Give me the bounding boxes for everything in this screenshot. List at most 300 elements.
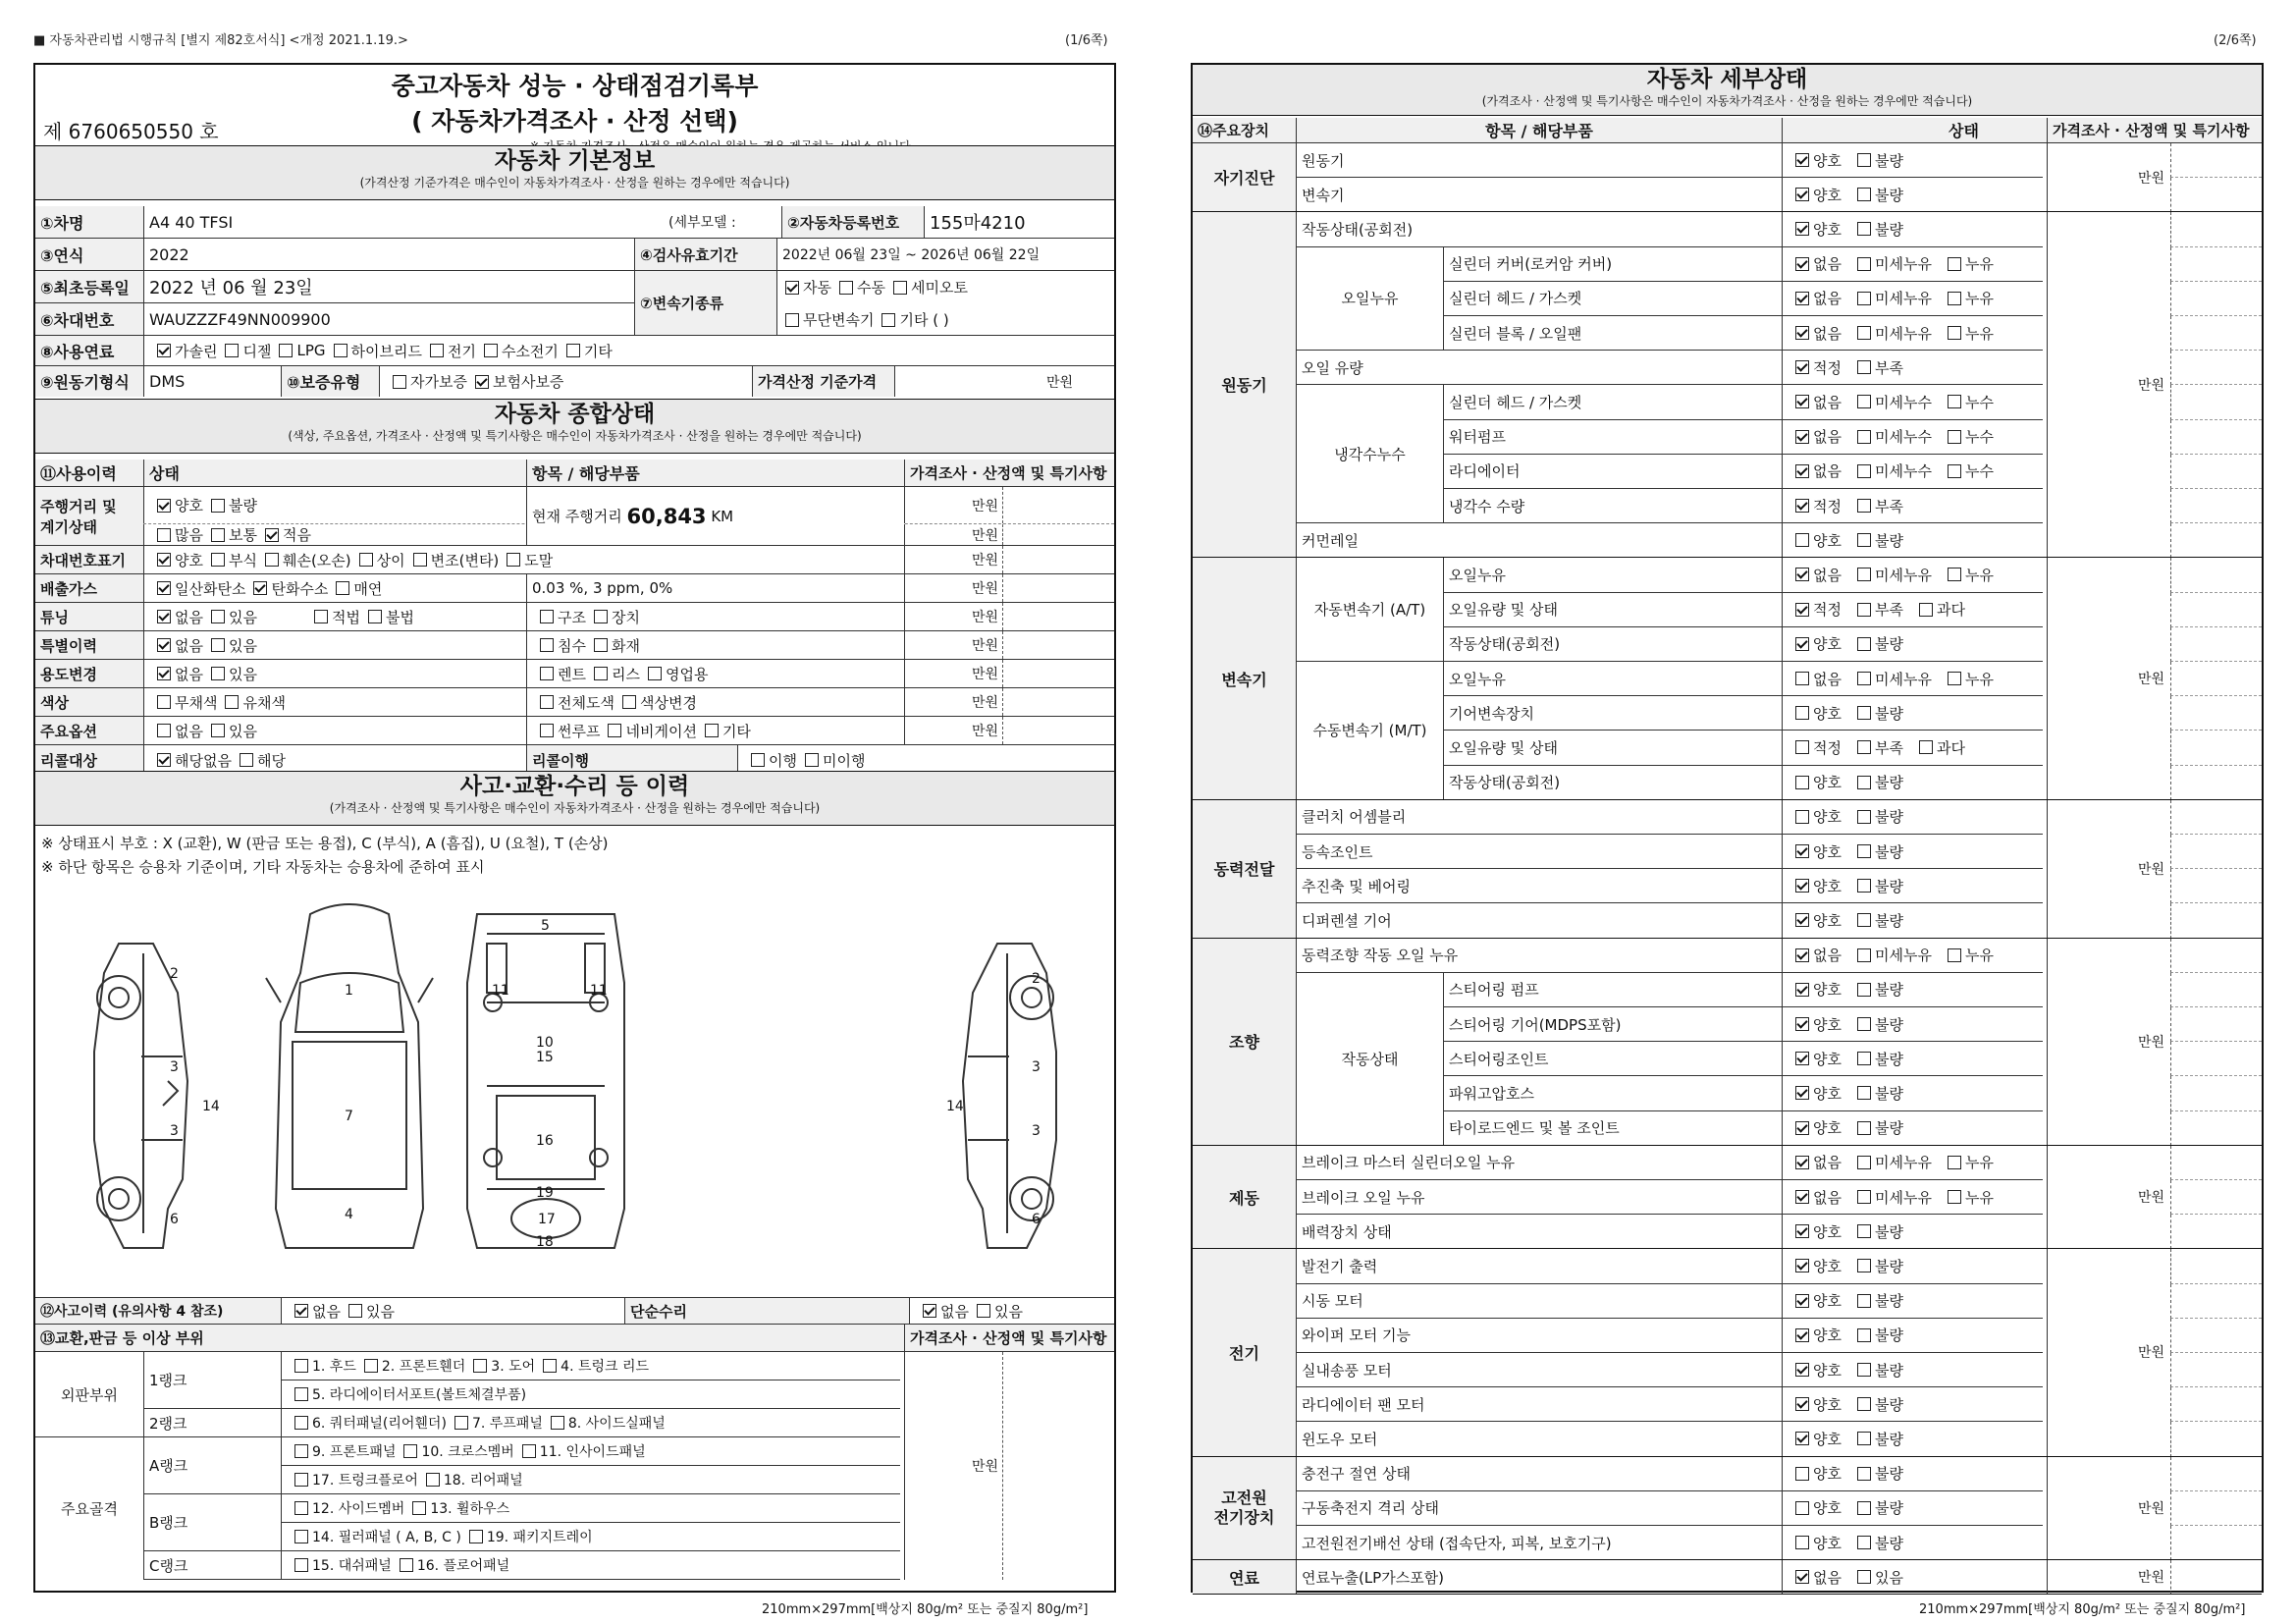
section-note: (색상, 주요옵션, 가격조사 · 산정액 및 특기사항은 매수인이 자동차가격조사 · 산정을 원하는 경우에만 적습니다) <box>288 429 862 443</box>
part-checkbox[interactable] <box>403 1444 417 1458</box>
remarks-cell[interactable] <box>1002 524 1114 545</box>
mileage-normal-checkbox[interactable] <box>211 528 225 542</box>
part-checkbox[interactable] <box>400 1558 413 1572</box>
detail-row <box>1443 973 2043 1007</box>
part-checkbox[interactable] <box>294 1416 308 1430</box>
status-checkbox[interactable] <box>1795 637 1809 651</box>
price-cell[interactable] <box>2047 1146 2170 1250</box>
status-checkbox[interactable] <box>1857 188 1871 201</box>
remarks-cell[interactable] <box>2170 1387 2262 1422</box>
fire-checkbox[interactable] <box>594 638 608 652</box>
remarks-cell[interactable] <box>2170 178 2262 212</box>
remarks-cell[interactable] <box>2170 1146 2262 1180</box>
status-checkbox[interactable] <box>1795 153 1809 167</box>
part-checkbox[interactable] <box>364 1359 378 1373</box>
color-change-checkbox[interactable] <box>622 695 636 709</box>
status-checkbox[interactable] <box>1857 360 1871 374</box>
status-checkbox[interactable] <box>1857 810 1871 824</box>
status-checkbox[interactable] <box>1857 740 1871 754</box>
item-label: 라디에이터 <box>1443 455 1782 488</box>
remarks-cell[interactable] <box>2170 800 2262 835</box>
mileage-good-checkbox[interactable] <box>157 499 171 513</box>
status-checkbox[interactable] <box>1919 603 1933 617</box>
part-checkbox[interactable] <box>469 1530 483 1543</box>
status-checkbox[interactable] <box>1857 1501 1871 1515</box>
status-checkbox[interactable] <box>1795 499 1809 513</box>
status-checkbox[interactable] <box>1948 395 1961 408</box>
device-checkbox[interactable] <box>594 610 608 623</box>
price-cell[interactable] <box>2047 800 2170 939</box>
status-checkbox[interactable] <box>1795 706 1809 720</box>
status-checkbox[interactable] <box>1795 983 1809 997</box>
status-checkbox[interactable] <box>1857 637 1871 651</box>
status-checkbox[interactable] <box>1857 1328 1871 1342</box>
repair-yes-checkbox[interactable] <box>977 1304 990 1318</box>
option-none-checkbox[interactable] <box>157 724 171 737</box>
remarks-cell[interactable] <box>2170 1111 2262 1146</box>
remarks-cell[interactable] <box>2170 696 2262 731</box>
unit-label: 만원 <box>2137 861 2164 878</box>
mileage-many-checkbox[interactable] <box>157 528 171 542</box>
status-checkbox[interactable] <box>1948 257 1961 271</box>
remarks-cell[interactable] <box>2170 1491 2262 1526</box>
remarks-cell[interactable] <box>1002 631 1114 659</box>
fuel-option-checkbox[interactable] <box>279 344 293 357</box>
status-checkbox[interactable] <box>1857 706 1871 720</box>
status-checkbox[interactable] <box>1948 326 1961 340</box>
remarks-cell[interactable] <box>1002 546 1114 573</box>
status-options <box>143 631 526 659</box>
part-checkbox[interactable] <box>551 1416 564 1430</box>
navi-checkbox[interactable] <box>608 724 621 737</box>
remarks-cell[interactable] <box>2170 1457 2262 1491</box>
status-checkbox[interactable] <box>1948 292 1961 305</box>
status-checkbox[interactable] <box>1795 672 1809 685</box>
fuel-option-checkbox[interactable] <box>334 344 347 357</box>
item-label: 워터펌프 <box>1443 420 1782 454</box>
part-number: 4 <box>345 1207 353 1222</box>
status-checkbox[interactable] <box>1857 430 1871 444</box>
status-checkbox[interactable] <box>1948 672 1961 685</box>
status-checkbox[interactable] <box>1857 1294 1871 1308</box>
form-reference: ■ 자동차관리법 시행규칙 [별지 제82호서식] <개정 2021.1.19.> <box>33 33 408 48</box>
status-checkbox[interactable] <box>1795 1224 1809 1238</box>
option-label: 보통 <box>228 526 257 544</box>
status-checkbox[interactable] <box>1948 464 1961 478</box>
price-cell[interactable] <box>2047 1560 2170 1595</box>
status-checkbox[interactable] <box>1795 740 1809 754</box>
status-checkbox[interactable] <box>1795 1259 1809 1272</box>
item-label: 실린더 헤드 / 가스켓 <box>1443 385 1782 418</box>
status-checkbox[interactable] <box>1795 292 1809 305</box>
status-checkbox[interactable] <box>1857 1224 1871 1238</box>
section-label-line: 전기장치 <box>1213 1507 1275 1527</box>
general-row <box>35 717 1114 745</box>
remarks-cell[interactable] <box>2170 1007 2262 1042</box>
option-etc-checkbox[interactable] <box>705 724 719 737</box>
status-checkbox[interactable] <box>1857 1052 1871 1065</box>
rent-checkbox[interactable] <box>540 667 554 680</box>
status-checkbox[interactable] <box>1857 326 1871 340</box>
remarks-cell[interactable] <box>2170 1215 2262 1249</box>
price-cell[interactable] <box>904 717 1002 744</box>
fuel-option-checkbox[interactable] <box>157 344 171 357</box>
status-options <box>1782 1042 2043 1075</box>
part-checkbox[interactable] <box>454 1416 468 1430</box>
status-checkbox[interactable] <box>1857 776 1871 789</box>
status-checkbox[interactable] <box>1795 1328 1809 1342</box>
part-checkbox[interactable] <box>426 1473 440 1487</box>
price-cell[interactable] <box>2047 1457 2170 1561</box>
part-checkbox[interactable] <box>294 1444 308 1458</box>
remarks-cell[interactable] <box>2170 1560 2262 1595</box>
status-checkbox[interactable] <box>1795 1501 1809 1515</box>
tuning-legal-checkbox[interactable] <box>314 610 328 623</box>
status-checkbox[interactable] <box>1857 913 1871 927</box>
price-cell[interactable] <box>2047 212 2170 558</box>
vin-mark-checkbox[interactable] <box>265 553 279 567</box>
status-checkbox[interactable] <box>1857 1156 1871 1169</box>
remarks-cell[interactable] <box>2170 1353 2262 1387</box>
status-checkbox[interactable] <box>1795 1570 1809 1584</box>
remarks-cell[interactable] <box>2170 523 2262 558</box>
status-options <box>1782 1146 2043 1179</box>
price-cell[interactable] <box>904 1352 1002 1580</box>
option-yes-checkbox[interactable] <box>211 724 225 737</box>
price-cell[interactable] <box>904 603 1002 630</box>
remarks-cell[interactable] <box>2170 939 2262 973</box>
status-checkbox[interactable] <box>1795 1121 1809 1135</box>
remarks-cell[interactable] <box>2170 212 2262 246</box>
item-label: 오일유량 및 상태 <box>1443 731 1782 764</box>
remarks-cell[interactable] <box>2170 869 2262 903</box>
option-label: 불량 <box>1874 1326 1903 1345</box>
remarks-cell[interactable] <box>2170 662 2262 696</box>
status-checkbox[interactable] <box>1857 1121 1871 1135</box>
price-cell[interactable] <box>904 487 1002 523</box>
price-cell[interactable] <box>904 688 1002 716</box>
status-checkbox[interactable] <box>1857 844 1871 858</box>
remarks-cell[interactable] <box>2170 973 2262 1007</box>
hc-checkbox[interactable] <box>253 581 267 595</box>
status-checkbox[interactable] <box>1857 1397 1871 1411</box>
status-checkbox[interactable] <box>1857 222 1871 236</box>
remarks-cell[interactable] <box>2170 1526 2262 1560</box>
status-checkbox[interactable] <box>1857 1363 1871 1377</box>
status-checkbox[interactable] <box>1857 568 1871 581</box>
status-checkbox[interactable] <box>1948 568 1961 581</box>
remarks-cell[interactable] <box>2170 558 2262 592</box>
insurer-warranty-checkbox[interactable] <box>475 375 489 389</box>
option-label: 양호 <box>1813 1326 1842 1345</box>
price-cell[interactable] <box>2047 1249 2170 1456</box>
transmission-auto-checkbox[interactable] <box>785 281 799 295</box>
device-group <box>1193 1249 1296 1456</box>
section-label: 변속기 <box>1221 670 1267 689</box>
base-price-value[interactable] <box>894 366 1041 397</box>
part-checkbox[interactable] <box>522 1444 536 1458</box>
part-number: 15 <box>536 1050 554 1065</box>
status-checkbox[interactable] <box>1857 1536 1871 1549</box>
part-checkbox[interactable] <box>473 1359 487 1373</box>
device-group <box>1193 143 1296 212</box>
remarks-cell[interactable] <box>2170 1249 2262 1283</box>
achromatic-checkbox[interactable] <box>157 695 171 709</box>
item-label: 구동축전지 격리 상태 <box>1296 1491 1782 1525</box>
remarks-cell[interactable] <box>2170 1076 2262 1110</box>
subgroup-label: 냉각수누수 <box>1296 385 1443 523</box>
remarks-cell[interactable] <box>2170 835 2262 869</box>
unit-label: 만원 <box>971 695 998 711</box>
vin-mark-checkbox[interactable] <box>359 553 373 567</box>
recall-notdone-checkbox[interactable] <box>805 753 819 767</box>
mileage-bad-checkbox[interactable] <box>211 499 225 513</box>
status-checkbox[interactable] <box>1795 948 1809 962</box>
part-options <box>281 1437 900 1465</box>
status-checkbox[interactable] <box>1857 948 1871 962</box>
label: 가격산정 기준가격 <box>752 366 894 397</box>
status-options <box>1782 1249 2043 1282</box>
tuning-none-checkbox[interactable] <box>157 610 171 623</box>
status-checkbox[interactable] <box>1795 257 1809 271</box>
accident-none-checkbox[interactable] <box>294 1304 308 1318</box>
status-checkbox[interactable] <box>1795 464 1809 478</box>
co-checkbox[interactable] <box>157 581 171 595</box>
option-label: 부족 <box>1874 738 1903 757</box>
fuel-option-checkbox[interactable] <box>566 344 580 357</box>
usage-none-checkbox[interactable] <box>157 667 171 680</box>
remarks-cell[interactable] <box>1002 487 1114 523</box>
status-checkbox[interactable] <box>1857 1086 1871 1100</box>
flood-checkbox[interactable] <box>540 638 554 652</box>
remarks-cell[interactable] <box>2170 1180 2262 1215</box>
status-checkbox[interactable] <box>1948 1156 1961 1169</box>
status-checkbox[interactable] <box>1795 222 1809 236</box>
status-checkbox[interactable] <box>1795 326 1809 340</box>
status-checkbox[interactable] <box>1857 153 1871 167</box>
mileage-readout <box>526 487 904 546</box>
smoke-checkbox[interactable] <box>336 581 349 595</box>
status-checkbox[interactable] <box>1795 879 1809 893</box>
item-label: 냉각수 수량 <box>1443 489 1782 522</box>
status-checkbox[interactable] <box>1795 395 1809 408</box>
remarks-cell[interactable] <box>2170 385 2262 419</box>
status-checkbox[interactable] <box>1948 430 1961 444</box>
fuel-option-checkbox[interactable] <box>484 344 498 357</box>
status-checkbox[interactable] <box>1857 1190 1871 1204</box>
option-label: 양호 <box>1813 1222 1842 1241</box>
remarks-cell[interactable] <box>2170 1422 2262 1456</box>
option-label: 매연 <box>353 579 383 598</box>
price-cell[interactable] <box>904 524 1002 545</box>
special-none-checkbox[interactable] <box>157 638 171 652</box>
status-options <box>1782 973 2043 1006</box>
recall-applicable-checkbox[interactable] <box>240 753 253 767</box>
status-checkbox[interactable] <box>1795 1432 1809 1445</box>
status-checkbox[interactable] <box>1857 1432 1871 1445</box>
status-checkbox[interactable] <box>1857 464 1871 478</box>
status-checkbox[interactable] <box>1948 948 1961 962</box>
status-checkbox[interactable] <box>1795 1017 1809 1031</box>
remarks-cell[interactable] <box>2170 1319 2262 1353</box>
transmission-other-checkbox[interactable] <box>881 313 895 327</box>
repair-none-checkbox[interactable] <box>923 1304 936 1318</box>
remarks-cell[interactable] <box>2170 247 2262 282</box>
option-label: 탄화수소 <box>271 579 329 598</box>
tuning-yes-checkbox[interactable] <box>211 610 225 623</box>
remarks-cell[interactable] <box>2170 316 2262 351</box>
unit-label: KM <box>711 507 734 525</box>
vin-mark-checkbox[interactable] <box>211 553 225 567</box>
part-checkbox[interactable] <box>294 1530 308 1543</box>
part-checkbox[interactable] <box>294 1558 308 1572</box>
remarks-cell[interactable] <box>2170 455 2262 489</box>
remarks-cell[interactable] <box>1002 688 1114 716</box>
status-checkbox[interactable] <box>1795 188 1809 201</box>
transmission-manual-checkbox[interactable] <box>839 281 853 295</box>
status-checkbox[interactable] <box>1857 499 1871 513</box>
business-checkbox[interactable] <box>648 667 662 680</box>
status-checkbox[interactable] <box>1795 913 1809 927</box>
status-checkbox[interactable] <box>1795 1086 1809 1100</box>
part-checkbox[interactable] <box>412 1501 426 1515</box>
label: ④검사유효기간 <box>634 239 776 270</box>
price-cell[interactable] <box>904 574 1002 602</box>
remarks-cell[interactable] <box>2170 903 2262 938</box>
special-yes-checkbox[interactable] <box>211 638 225 652</box>
status-checkbox[interactable] <box>1795 568 1809 581</box>
remarks-cell[interactable] <box>1002 717 1114 744</box>
item-label: 작동상태(공회전) <box>1296 212 1782 245</box>
price-cell[interactable] <box>904 631 1002 659</box>
status-checkbox[interactable] <box>1857 1259 1871 1272</box>
part-checkbox[interactable] <box>543 1359 557 1373</box>
remarks-cell[interactable] <box>2170 420 2262 455</box>
general-row <box>35 603 1114 631</box>
rank-label: C랭크 <box>143 1551 281 1580</box>
remarks-cell[interactable] <box>2170 1042 2262 1076</box>
remarks-cell[interactable] <box>2170 1284 2262 1319</box>
remarks-cell[interactable] <box>1002 574 1114 602</box>
self-warranty-checkbox[interactable] <box>393 375 406 389</box>
accident-yes-checkbox[interactable] <box>348 1304 362 1318</box>
remarks-cell[interactable] <box>2170 143 2262 178</box>
recall-na-checkbox[interactable] <box>157 753 171 767</box>
device-group <box>1193 558 1296 799</box>
status-checkbox[interactable] <box>1857 1017 1871 1031</box>
remarks-cell[interactable] <box>2170 766 2262 800</box>
lease-checkbox[interactable] <box>594 667 608 680</box>
remarks-cell[interactable] <box>2170 489 2262 523</box>
sunroof-checkbox[interactable] <box>540 724 554 737</box>
tuning-illegal-checkbox[interactable] <box>368 610 382 623</box>
remarks-cell[interactable] <box>2170 731 2262 765</box>
status-checkbox[interactable] <box>1795 430 1809 444</box>
status-checkbox[interactable] <box>1795 776 1809 789</box>
price-cell[interactable] <box>904 546 1002 573</box>
price-cell[interactable] <box>2047 939 2170 1146</box>
remarks-cell[interactable] <box>2170 351 2262 385</box>
status-checkbox[interactable] <box>1795 603 1809 617</box>
status-checkbox[interactable] <box>1795 1294 1809 1308</box>
status-options <box>1782 489 2043 522</box>
item-options <box>526 574 904 602</box>
structure-checkbox[interactable] <box>540 610 554 623</box>
status-checkbox[interactable] <box>1919 740 1933 754</box>
status-checkbox[interactable] <box>1795 360 1809 374</box>
status-checkbox[interactable] <box>1857 533 1871 547</box>
vin-mark-checkbox[interactable] <box>157 553 171 567</box>
remarks-cell[interactable] <box>1002 660 1114 687</box>
status-checkbox[interactable] <box>1795 533 1809 547</box>
status-checkbox[interactable] <box>1795 1397 1809 1411</box>
status-checkbox[interactable] <box>1857 1570 1871 1584</box>
part-checkbox[interactable] <box>294 1501 308 1515</box>
price-cell[interactable] <box>904 660 1002 687</box>
status-checkbox[interactable] <box>1948 1190 1961 1204</box>
status-checkbox[interactable] <box>1857 292 1871 305</box>
vin-mark-checkbox[interactable] <box>413 553 427 567</box>
status-checkbox[interactable] <box>1795 844 1809 858</box>
status-options <box>1782 212 2043 245</box>
status-options <box>1782 696 2043 730</box>
remarks-cell[interactable] <box>1002 603 1114 630</box>
item-label: 배력장치 상태 <box>1296 1215 1782 1248</box>
status-checkbox[interactable] <box>1857 395 1871 408</box>
status-checkbox[interactable] <box>1857 257 1871 271</box>
status-checkbox[interactable] <box>1795 1467 1809 1481</box>
full-paint-checkbox[interactable] <box>540 695 554 709</box>
status-checkbox[interactable] <box>1795 1363 1809 1377</box>
status-checkbox[interactable] <box>1857 983 1871 997</box>
part-checkbox[interactable] <box>294 1387 308 1401</box>
usage-yes-checkbox[interactable] <box>211 667 225 680</box>
fuel-option-checkbox[interactable] <box>225 344 239 357</box>
transmission-cvt-checkbox[interactable] <box>785 313 799 327</box>
remarks-cell[interactable] <box>1002 1352 1114 1580</box>
price-cell[interactable] <box>2047 143 2170 212</box>
status-checkbox[interactable] <box>1795 1536 1809 1549</box>
remarks-cell[interactable] <box>2170 282 2262 316</box>
option-label: 부족 <box>1874 497 1903 515</box>
status-checkbox[interactable] <box>1857 603 1871 617</box>
status-checkbox[interactable] <box>1795 1156 1809 1169</box>
vin-mark-checkbox[interactable] <box>507 553 520 567</box>
price-cell[interactable] <box>2047 558 2170 799</box>
status-checkbox[interactable] <box>1795 810 1809 824</box>
remarks-cell[interactable] <box>2170 627 2262 662</box>
recall-done-checkbox[interactable] <box>751 753 765 767</box>
transmission-semiauto-checkbox[interactable] <box>893 281 907 295</box>
option-label: 양호 <box>1813 531 1842 550</box>
option-label: 있음 <box>365 1302 395 1321</box>
status-checkbox[interactable] <box>1857 672 1871 685</box>
fuel-option-checkbox[interactable] <box>430 344 444 357</box>
header-cell: 가격조사 · 산정액 및 특기사항 <box>904 460 1114 486</box>
mileage-few-checkbox[interactable] <box>265 528 279 542</box>
part-checkbox[interactable] <box>294 1473 308 1487</box>
status-checkbox[interactable] <box>1795 1190 1809 1204</box>
status-checkbox[interactable] <box>1857 879 1871 893</box>
status-options <box>1782 800 2043 834</box>
status-checkbox[interactable] <box>1857 1467 1871 1481</box>
status-checkbox[interactable] <box>1795 1052 1809 1065</box>
row-label: 특별이력 <box>35 631 143 659</box>
chromatic-checkbox[interactable] <box>225 695 239 709</box>
part-checkbox[interactable] <box>294 1359 308 1373</box>
warranty-options <box>379 366 752 397</box>
remarks-cell[interactable] <box>2170 593 2262 627</box>
